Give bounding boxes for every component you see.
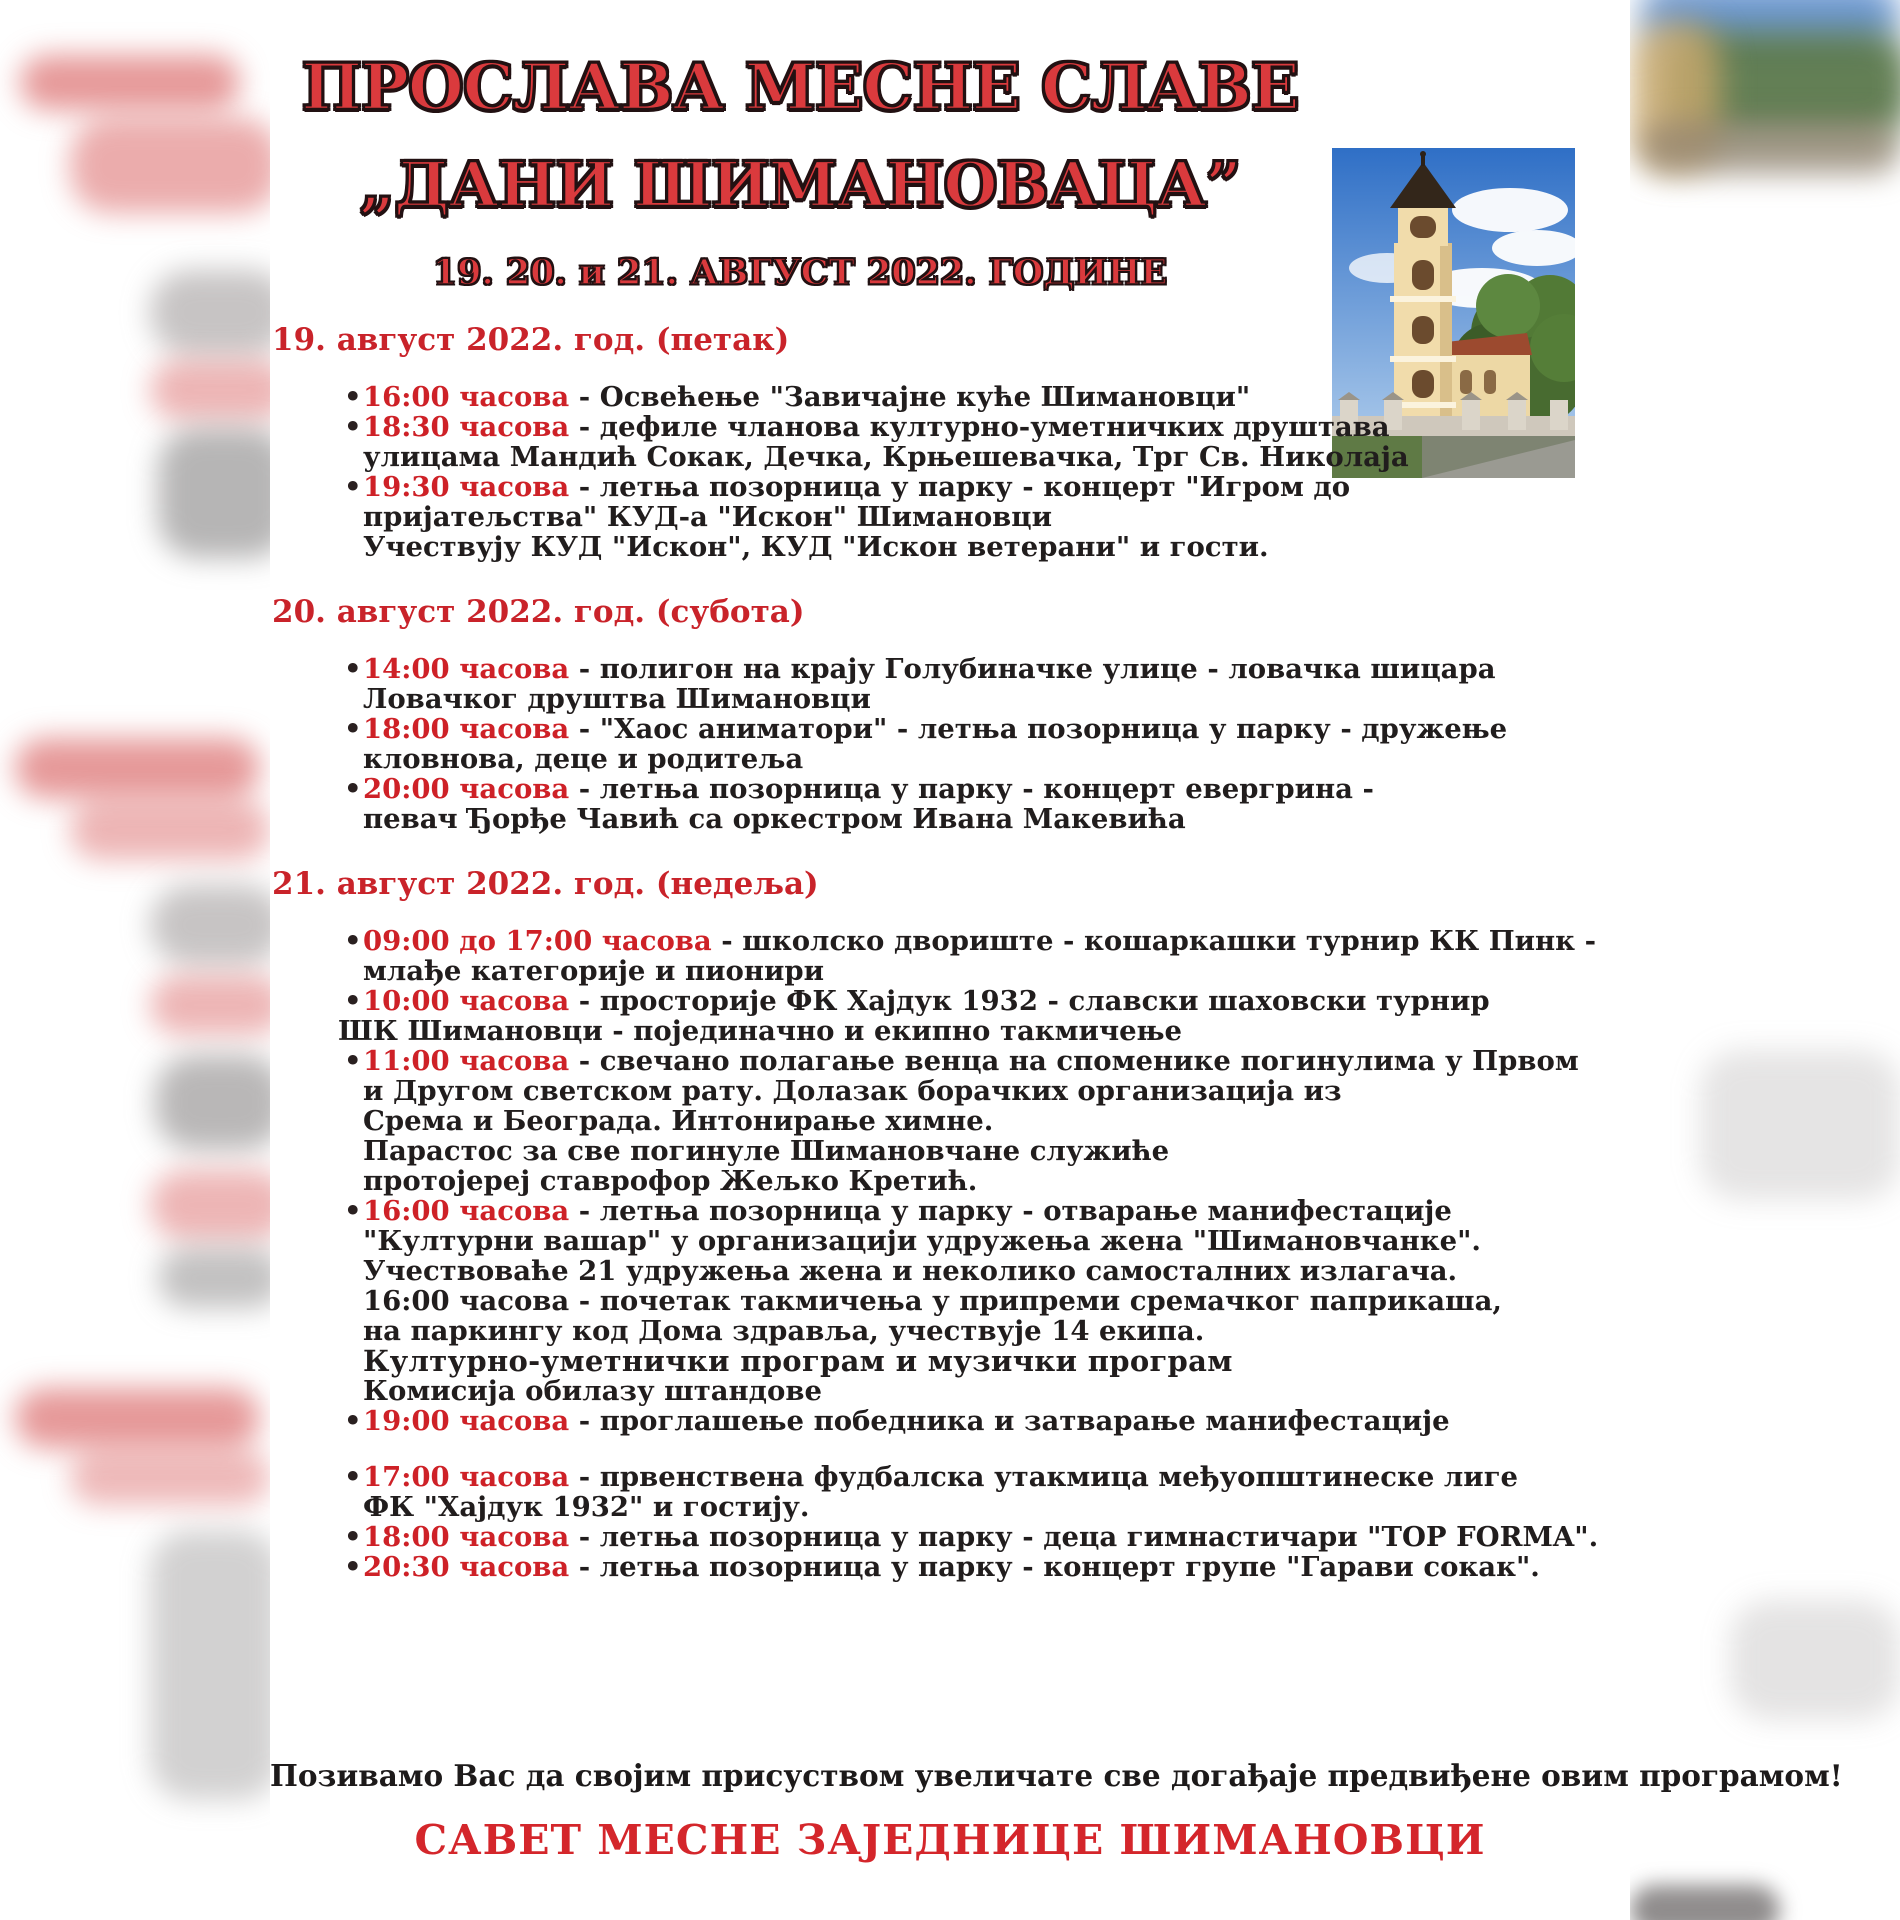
- event-text: - "Хаос аниматори" - летња позорница у парку - дружење: [569, 713, 1508, 745]
- event-text: - летња позорница у парку - концерт "Игром до: [569, 471, 1351, 503]
- program-line: ШК Шимановци - појединачно и екипно такмичење: [338, 1015, 1182, 1047]
- program-line: "Културни вашар" у организацији удружења жена "Шимановчанке".: [363, 1225, 1482, 1257]
- event-text: - свечано полагање венца на споменике погинулима у Првом: [569, 1045, 1579, 1077]
- program-line: певач Ђорђе Чавић са оркестром Ивана Макевића: [363, 803, 1186, 835]
- program-line: Културно-уметнички програм и музички програм: [363, 1344, 1233, 1378]
- section-header: 21. август 2022. год. (недеља): [272, 866, 819, 902]
- program-line: Учествују КУД "Искон", КУД "Искон ветерани" и гости.: [363, 531, 1269, 563]
- blur-artifact: [150, 360, 270, 420]
- bullet-dot: •: [344, 653, 362, 685]
- blur-artifact: [150, 270, 270, 355]
- event-time: 11:00 часова: [363, 1045, 570, 1077]
- bullet-dot: •: [344, 1405, 362, 1437]
- blur-artifact: [20, 55, 240, 110]
- footer-invite-line: Позивамо Вас да својим присуством увеличате све догађаје предвиђене овим програмом!: [270, 1758, 1843, 1793]
- event-text: - летња позорница у парку - деца гимнастичари "TOP FORMA".: [569, 1521, 1599, 1553]
- program-line: ФК "Хајдук 1932" и гостију.: [363, 1491, 810, 1523]
- program-line: кловнова, деце и родитеља: [363, 743, 804, 775]
- blur-artifact: [1630, 1885, 1780, 1920]
- program-line: [272, 472, 1522, 502]
- event-time: 16:00 часова: [363, 381, 570, 413]
- blurred-right-edge: [1630, 0, 1900, 1920]
- event-text: - првенствена фудбалска утакмица међуопштинеске лиге: [569, 1461, 1519, 1493]
- program-sections: [272, 322, 1599, 1583]
- event-time: 20:00 часова: [363, 773, 570, 805]
- bullet-dot: •: [344, 381, 362, 413]
- program-line: [272, 412, 1522, 442]
- event-time: 10:00 часова: [363, 985, 570, 1017]
- program-line: Комисија обилазу штандове: [363, 1375, 822, 1407]
- bullet-dot: •: [344, 713, 362, 745]
- event-time: 18:00 часова: [363, 1521, 570, 1553]
- blurred-left-edge: [0, 0, 270, 1920]
- blur-artifact: [150, 885, 270, 965]
- blur-artifact: [158, 428, 270, 558]
- program-line: млађе категорије и пионири: [363, 955, 824, 987]
- event-time: 18:30 часова: [363, 411, 570, 443]
- poster-title-line2: „ДАНИ ШИМАНОВАЦА”: [359, 148, 1241, 221]
- program-line: [272, 1462, 1522, 1492]
- program-line: Учествоваће 21 удружења жена и неколико самосталних излагача.: [363, 1255, 1458, 1287]
- event-text: - дефиле чланова културно-уметничких друштава: [569, 411, 1390, 443]
- program-line: [272, 1551, 1540, 1583]
- program-line: [272, 714, 1522, 744]
- bullet-dot: •: [344, 471, 362, 503]
- bullet-dot: •: [344, 411, 362, 443]
- program-line: 16:00 часова - почетак такмичења у припреми сремачког паприкаша,: [363, 1285, 1502, 1317]
- item-gap: [272, 1436, 1522, 1462]
- program-line: Срема и Београда. Интонирање химне.: [363, 1105, 994, 1137]
- event-time: 17:00 часова: [363, 1461, 570, 1493]
- event-time: 09:00 до 17:00 часова: [363, 925, 712, 957]
- program-line: [272, 1045, 1579, 1077]
- event-text: - школско двориште - кошаркашки турнир КК Пинк -: [711, 925, 1597, 957]
- event-time: 19:00 часова: [363, 1405, 570, 1437]
- program-line: Парастос за све погинуле Шимановчане служиће: [363, 1135, 1170, 1167]
- bullet-dot: •: [344, 925, 362, 957]
- event-text: - проглашење победника и затварање манифестације: [569, 1405, 1450, 1437]
- program-line: [272, 654, 1522, 684]
- footer-signature-line: САВЕТ МЕСНЕ ЗАЈЕДНИЦЕ ШИМАНОВЦИ: [414, 1816, 1486, 1864]
- program-line: [272, 774, 1522, 804]
- poster-date-line: 19. 20. и 21. АВГУСТ 2022. ГОДИНЕ: [432, 252, 1168, 293]
- blur-artifact: [150, 1530, 270, 1800]
- bullet-dot: •: [344, 1551, 362, 1583]
- program-line: [272, 1196, 1522, 1226]
- event-text: - полигон на крају Голубиначке улице - ловачка шицара: [569, 653, 1496, 685]
- bullet-dot: •: [344, 1195, 362, 1227]
- blur-artifact: [150, 975, 270, 1035]
- bullet-dot: •: [344, 1461, 362, 1493]
- event-text: - просторије ФК Хајдук 1932 - славски шаховски турнир: [569, 985, 1490, 1017]
- blur-artifact: [150, 1170, 270, 1240]
- blur-artifact-ground: [1640, 120, 1900, 175]
- program-line: [272, 1406, 1522, 1436]
- program-line: [272, 986, 1522, 1016]
- blur-artifact: [155, 1055, 270, 1150]
- blur-artifact: [1730, 1600, 1900, 1720]
- program-line: на паркингу код Дома здравља, учествује 14 екипа.: [363, 1315, 1205, 1347]
- program-section: [272, 322, 1522, 562]
- program-line: и Другом светском рату. Долазак борачких организација из: [363, 1075, 1342, 1107]
- program-line: [272, 1521, 1599, 1553]
- bullet-dot: •: [344, 773, 362, 805]
- blur-artifact: [70, 800, 270, 860]
- program-line: [272, 925, 1597, 957]
- section-header: 19. август 2022. год. (петак): [272, 322, 790, 358]
- event-time: 16:00 часова: [363, 1195, 570, 1227]
- program-section: [272, 594, 1522, 834]
- event-time: 19:30 часова: [363, 471, 570, 503]
- bullet-dot: •: [344, 985, 362, 1017]
- event-text: - летња позорница у парку - отварање манифестације: [569, 1195, 1452, 1227]
- blur-artifact: [70, 1450, 270, 1505]
- program-section: [272, 866, 1599, 1583]
- bullet-dot: •: [344, 1521, 362, 1553]
- program-line: [272, 382, 1522, 412]
- event-text: - летња позорница у парку - концерт евергрина -: [569, 773, 1374, 805]
- event-time: 18:00 часова: [363, 713, 570, 745]
- event-time: 20:30 часова: [363, 1551, 570, 1583]
- section-header: 20. август 2022. год. (субота): [272, 594, 805, 630]
- event-text: - Освећење "Завичајне куће Шимановци": [569, 381, 1251, 413]
- blur-artifact: [158, 1248, 270, 1308]
- program-line: пријатељства" КУД-а "Искон" Шимановци: [363, 501, 1052, 533]
- blur-artifact: [15, 1388, 260, 1448]
- blur-artifact: [15, 738, 260, 798]
- program-line: протојереј ставрофор Жељко Кретић.: [363, 1165, 978, 1197]
- blur-artifact: [1700, 1050, 1900, 1200]
- program-line: улицама Мандић Сокак, Дечка, Крњешевачка, Трг Св. Николаја: [363, 441, 1409, 473]
- bullet-dot: •: [344, 1045, 362, 1077]
- event-text: - летња позорница у парку - концерт групе "Гарави сокак".: [569, 1551, 1540, 1583]
- event-time: 14:00 часова: [363, 653, 570, 685]
- program-line: Ловачког друштва Шимановци: [363, 683, 871, 715]
- blur-artifact: [70, 118, 270, 213]
- poster-title-line1: ПРОСЛАВА МЕСНЕ СЛАВЕ: [301, 50, 1299, 125]
